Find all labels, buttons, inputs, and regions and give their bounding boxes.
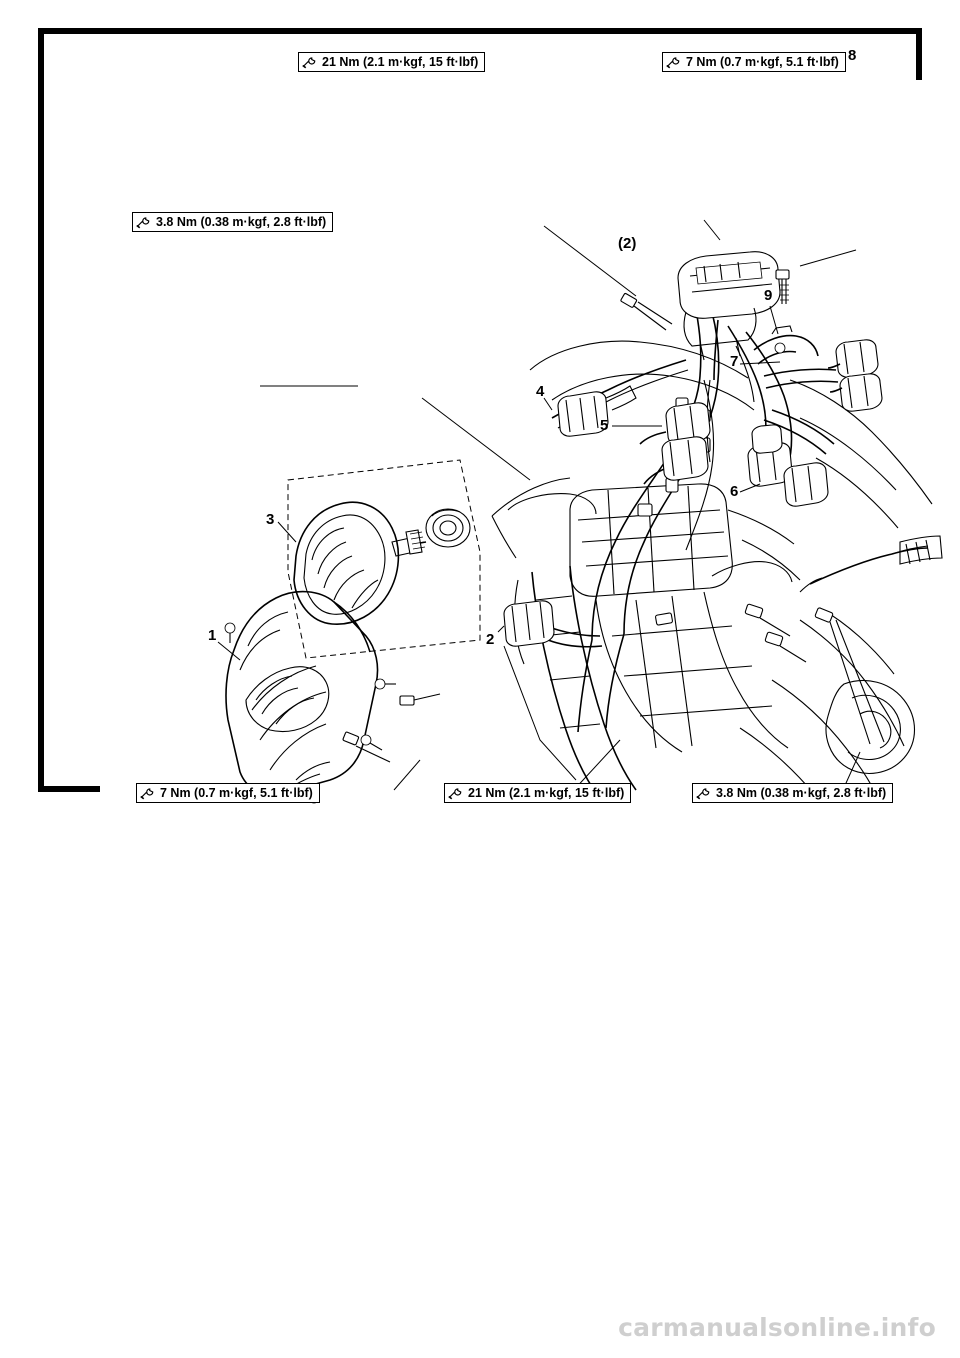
callout-5: 5 (600, 417, 609, 434)
callout-1: 1 (208, 627, 217, 644)
torque-spec-bottom-middle (444, 783, 631, 803)
wire-harness-art (546, 310, 838, 732)
figure-frame (38, 28, 922, 800)
torque-spec-top-right (662, 52, 846, 72)
exploded-view-drawing (100, 80, 948, 808)
torque-spec-text: 21 Nm (2.1 m·kgf, 15 ft·lbf) (322, 55, 479, 69)
site-watermark: carmanualsonline.info (618, 1313, 936, 1342)
torque-spec-bottom-right (692, 783, 893, 803)
torque-spec-text: 7 Nm (0.7 m·kgf, 5.1 ft·lbf) (160, 786, 313, 800)
torque-spec-text: 7 Nm (0.7 m·kgf, 5.1 ft·lbf) (686, 55, 839, 69)
headlight-cowl-1-art (226, 592, 378, 795)
callout-8: 8 (848, 47, 857, 64)
wrench-icon (136, 216, 151, 229)
callout-2: 2 (486, 631, 495, 648)
wrench-icon (666, 56, 681, 69)
torque-spec-bottom-left (136, 783, 320, 803)
callout-6: 6 (730, 483, 739, 500)
torque-spec-text: 21 Nm (2.1 m·kgf, 15 ft·lbf) (468, 786, 625, 800)
fasteners-art (225, 293, 887, 803)
callout-9: 9 (764, 287, 773, 304)
wrench-icon (696, 787, 711, 800)
wrench-icon (302, 56, 317, 69)
coil-connectors-art (662, 403, 828, 506)
callout-7: 7 (730, 353, 739, 370)
torque-spec-top-left (298, 52, 485, 72)
plug-caps-7-art (828, 340, 882, 411)
callout-3: 3 (266, 511, 275, 528)
headlight-unit-3-art (288, 460, 480, 658)
coupler-2-art (504, 601, 554, 646)
torque-spec-text: 3.8 Nm (0.38 m·kgf, 2.8 ft·lbf) (156, 215, 327, 229)
torque-spec-text: 3.8 Nm (0.38 m·kgf, 2.8 ft·lbf) (716, 786, 887, 800)
bracket-9-art (754, 326, 818, 364)
callout-quantity-2: (2) (618, 235, 637, 252)
figure-canvas (100, 47, 948, 808)
torque-spec-mid-left (132, 212, 333, 232)
wrench-icon (448, 787, 463, 800)
callout-4: 4 (536, 383, 545, 400)
wrench-icon (140, 787, 155, 800)
